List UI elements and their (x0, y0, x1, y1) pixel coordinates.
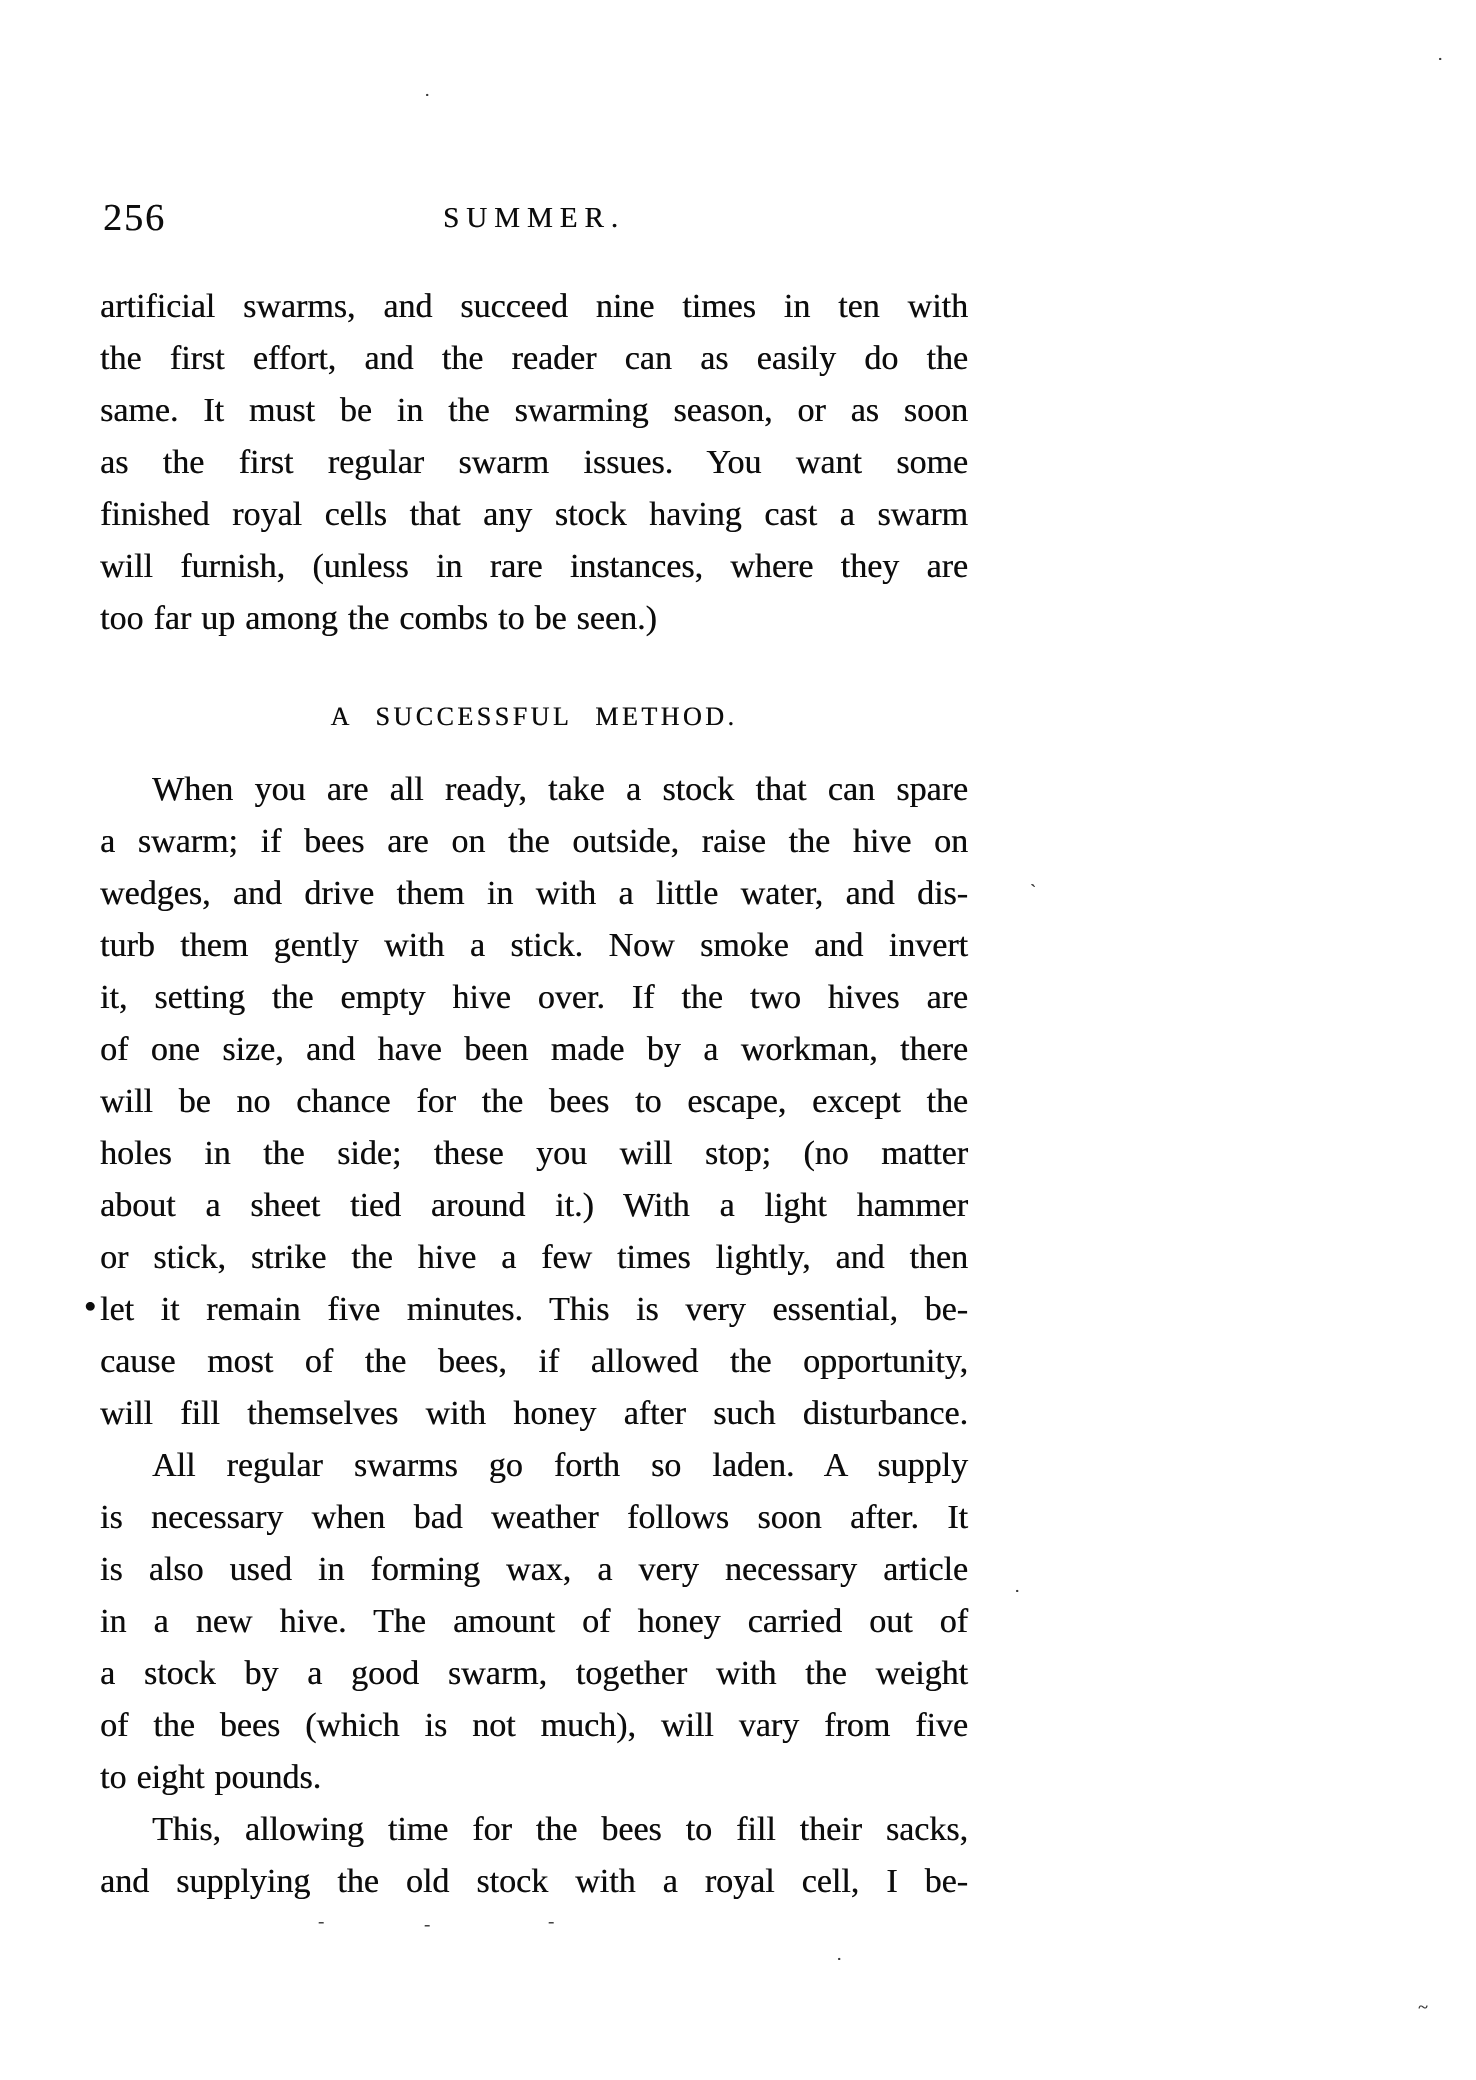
text-line: is necessary when bad weather follows soon after. It (100, 1499, 968, 1536)
scan-speck: · (836, 1949, 842, 1969)
text-line: about a sheet tied around it.) With a light hammer (100, 1187, 968, 1224)
text-line: artificial swarms, and succeed nine times in ten with (100, 288, 968, 325)
text-line: of one size, and have been made by a workman, there (100, 1031, 968, 1068)
scan-speck: · (1014, 1581, 1020, 1601)
text-line: This, allowing time for the bees to fill their sacks, (152, 1811, 968, 1848)
ink-blot-mark: ● (84, 1295, 97, 1317)
scan-speck: - (548, 1911, 554, 1931)
text-line: a stock by a good swarm, together with the weight (100, 1655, 968, 1692)
text-line: a swarm; if bees are on the outside, raise the hive on (100, 823, 968, 860)
scan-speck: - (424, 1914, 430, 1934)
text-line: When you are all ready, take a stock that can spare (152, 771, 968, 808)
paragraph-honey-supply (100, 1440, 968, 1804)
text-line: turb them gently with a stick. Now smoke and invert (100, 927, 968, 964)
text-line: in a new hive. The amount of honey carried out of (100, 1603, 968, 1640)
paragraph-continued (100, 281, 968, 645)
text-line: to eight pounds. (100, 1759, 322, 1796)
text-line: is also used in forming wax, a very necessary article (100, 1551, 968, 1588)
running-title: SUMMER. (443, 202, 625, 234)
page-number: 256 (103, 197, 166, 239)
paragraph-closing (100, 1804, 968, 1908)
text-line: same. It must be in the swarming season, or as soon (100, 392, 968, 429)
text-line: of the bees (which is not much), will vary from five (100, 1707, 968, 1744)
text-line: as the first regular swarm issues. You want some (100, 444, 968, 481)
section-heading: A SUCCESSFUL METHOD. (330, 702, 738, 731)
text-line: or stick, strike the hive a few times lightly, and then (100, 1239, 968, 1276)
text-line: the first effort, and the reader can as easily do the (100, 340, 968, 377)
text-line: and supplying the old stock with a royal cell, I be- (100, 1863, 968, 1900)
text-line: finished royal cells that any stock having cast a swarm (100, 496, 968, 533)
text-line: it, setting the empty hive over. If the two hives are (100, 979, 968, 1016)
text-line: wedges, and drive them in with a little water, and dis- (100, 875, 968, 912)
scan-speck: · (1437, 49, 1443, 69)
scan-speck: ` (1030, 881, 1036, 901)
text-line: will be no chance for the bees to escape, except the (100, 1083, 968, 1120)
scan-speck: ~ (1418, 1997, 1428, 2017)
paragraph-method (100, 764, 968, 1440)
text-line: All regular swarms go forth so laden. A supply (152, 1447, 968, 1484)
scan-speck: - (318, 1911, 324, 1931)
text-line: will furnish, (unless in rare instances, where they are (100, 548, 968, 585)
scan-speck: · (424, 85, 430, 105)
text-line: holes in the side; these you will stop; (no matter (100, 1135, 968, 1172)
text-line: will fill themselves with honey after such disturbance. (100, 1395, 968, 1432)
text-line: let it remain five minutes. This is very essential, be- (100, 1291, 968, 1328)
text-line: cause most of the bees, if allowed the opportunity, (100, 1343, 968, 1380)
running-header (100, 196, 968, 248)
text-line: too far up among the combs to be seen.) (100, 600, 657, 637)
